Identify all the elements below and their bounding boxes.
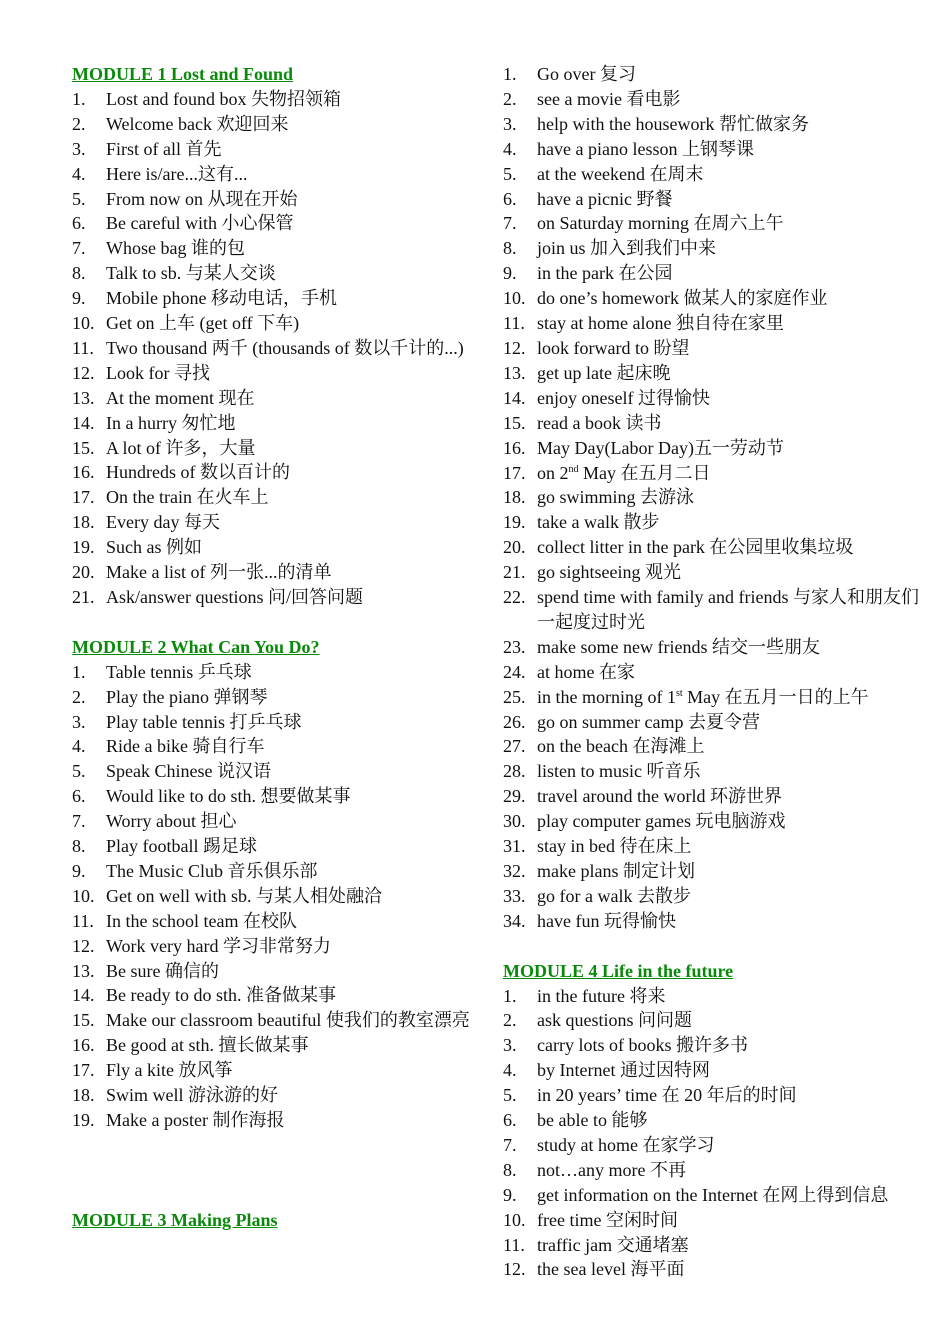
item-text: join us 加入到我们中来 — [537, 238, 717, 259]
vocab-item — [503, 685, 923, 710]
item-number: 33. — [503, 885, 526, 906]
item-number: 16. — [503, 437, 526, 458]
item-text: see a movie 看电影 — [537, 88, 681, 109]
item-number: 12. — [72, 362, 95, 383]
item-text: Go over 复习 — [537, 64, 636, 84]
item-text: by Internet 通过因特网 — [537, 1060, 710, 1081]
item-number: 13. — [503, 362, 526, 383]
item-text: make plans 制定计划 — [537, 861, 695, 881]
vocab-item — [72, 236, 482, 261]
item-number: 30. — [503, 811, 526, 832]
module-2-list — [72, 660, 482, 1133]
item-number: 3. — [72, 138, 86, 159]
module-1-list — [72, 87, 482, 610]
item-text: travel around the world 环游世界 — [537, 786, 782, 807]
item-text: Hundreds of 数以百计的 — [106, 462, 290, 483]
item-number: 18. — [72, 1085, 95, 1106]
vocab-item — [72, 809, 482, 834]
item-text: Look for 寻找 — [106, 362, 210, 383]
item-text: not…any more 不再 — [537, 1159, 686, 1180]
item-number: 7. — [503, 213, 517, 234]
item-text: on the beach 在海滩上 — [537, 736, 705, 757]
vocab-item — [503, 1158, 923, 1183]
vocab-item — [72, 87, 482, 112]
vocab-item — [72, 1058, 482, 1083]
vocab-item — [72, 734, 482, 759]
item-text: in the future 将来 — [537, 985, 666, 1006]
item-text: Ride a bike 骑自行车 — [106, 736, 265, 757]
item-text: Ask/answer questions 问/回答问题 — [106, 587, 363, 608]
vocab-item — [503, 336, 923, 361]
item-text: Be ready to do sth. 准备做某事 — [106, 985, 336, 1006]
item-text: read a book 读书 — [537, 412, 662, 433]
vocab-item — [72, 112, 482, 137]
item-number: 8. — [72, 263, 86, 284]
vocab-item — [72, 660, 482, 685]
item-text: Here is/are...这有... — [106, 163, 248, 184]
item-text: on 2nd May 在五月二日 — [537, 462, 711, 483]
vocab-item — [503, 261, 923, 286]
vocab-item — [72, 336, 482, 361]
vocab-item — [503, 585, 923, 635]
item-text: have a piano lesson 上钢琴课 — [537, 138, 754, 159]
item-text: Table tennis 乒乓球 — [106, 661, 252, 682]
module-2-heading: MODULE 2 What Can You Do? — [72, 636, 320, 657]
item-number: 10. — [503, 1209, 526, 1230]
item-number: 6. — [72, 786, 86, 807]
item-number: 14. — [72, 412, 95, 433]
item-number: 3. — [503, 1035, 517, 1056]
item-number: 14. — [503, 387, 526, 408]
item-number: 24. — [503, 661, 526, 682]
module-1-heading: MODULE 1 Lost and Found — [72, 64, 294, 84]
vocab-item — [503, 436, 923, 461]
item-text: have a picnic 野餐 — [537, 188, 673, 209]
vocab-item — [503, 1183, 923, 1208]
item-text: In a hurry 匆忙地 — [106, 412, 236, 433]
vocab-item — [72, 1033, 482, 1058]
vocab-item — [503, 909, 923, 934]
vocab-item — [72, 585, 482, 610]
vocab-item — [72, 560, 482, 585]
vocab-item — [503, 984, 923, 1009]
vocab-item — [72, 460, 482, 485]
item-text: May Day(Labor Day)五一劳动节 — [537, 437, 784, 458]
item-text: go for a walk 去散步 — [537, 885, 691, 906]
item-number: 9. — [72, 860, 86, 881]
item-text: Mobile phone 移动电话，手机 — [106, 288, 337, 309]
item-text: Lost and found box 失物招领箱 — [106, 88, 341, 109]
vocab-item — [503, 859, 923, 884]
item-number: 3. — [503, 113, 517, 134]
vocab-item — [503, 560, 923, 585]
item-text: First of all 首先 — [106, 138, 222, 159]
item-text: Such as 例如 — [106, 537, 202, 558]
item-number: 22. — [503, 587, 526, 608]
vocab-item — [72, 411, 482, 436]
vocab-item — [72, 187, 482, 212]
item-number: 16. — [72, 1035, 95, 1056]
ordinal-suffix: nd — [568, 463, 579, 475]
item-text: stay at home alone 独自待在家里 — [537, 313, 784, 334]
item-text: Make our classroom beautiful 使我们的教室漂亮 — [106, 1010, 470, 1031]
vocab-item — [503, 1133, 923, 1158]
vocab-item — [503, 1233, 923, 1258]
vocab-item — [503, 461, 923, 486]
vocab-item — [503, 784, 923, 809]
vocab-item — [72, 1083, 482, 1108]
item-text: Make a poster 制作海报 — [106, 1110, 285, 1131]
item-text: Be sure 确信的 — [106, 960, 219, 981]
item-text: enjoy oneself 过得愉快 — [537, 387, 710, 408]
left-column — [72, 62, 482, 1233]
item-number: 12. — [503, 1259, 526, 1280]
item-number: 18. — [503, 487, 526, 508]
item-number: 10. — [503, 288, 526, 309]
vocab-item — [72, 983, 482, 1008]
item-number: 1. — [72, 661, 86, 682]
item-text: have fun 玩得愉快 — [537, 910, 676, 931]
item-number: 5. — [503, 1085, 517, 1106]
item-text: carry lots of books 搬许多书 — [537, 1035, 748, 1056]
item-number: 2. — [503, 88, 517, 109]
item-number: 25. — [503, 686, 526, 707]
item-text: make some new friends 结交一些朋友 — [537, 636, 820, 657]
item-text: Speak Chinese 说汉语 — [106, 761, 271, 782]
item-text: Get on well with sb. 与某人相处融洽 — [106, 885, 382, 906]
item-number: 21. — [503, 562, 526, 583]
vocab-item — [503, 286, 923, 311]
vocab-item — [503, 1083, 923, 1108]
item-text: look forward to 盼望 — [537, 337, 690, 358]
item-number: 15. — [503, 412, 526, 433]
vocab-item — [72, 436, 482, 461]
module-3-list — [503, 62, 923, 934]
item-text: play computer games 玩电脑游戏 — [537, 811, 786, 832]
vocab-item — [503, 1033, 923, 1058]
vocab-item — [503, 187, 923, 212]
item-text: ask questions 问问题 — [537, 1010, 692, 1031]
item-number: 10. — [72, 313, 95, 334]
item-number: 29. — [503, 786, 526, 807]
item-number: 5. — [72, 761, 86, 782]
item-number: 18. — [72, 512, 95, 533]
module-4-heading: MODULE 4 Life in the future — [503, 960, 734, 981]
item-text: Every day 每天 — [106, 512, 220, 533]
item-text: Fly a kite 放风筝 — [106, 1060, 233, 1081]
item-text: Two thousand 两千 (thousands of 数以千计的...) — [106, 337, 464, 358]
item-number: 9. — [503, 1184, 517, 1205]
ordinal-suffix: st — [675, 687, 683, 699]
vocab-item — [72, 1008, 482, 1033]
item-number: 7. — [72, 238, 86, 259]
item-text: Whose bag 谁的包 — [106, 238, 245, 259]
item-number: 15. — [72, 1010, 95, 1031]
item-number: 20. — [503, 537, 526, 558]
item-text: On the train 在火车上 — [106, 487, 269, 508]
item-number: 19. — [72, 1110, 95, 1131]
vocab-item — [503, 510, 923, 535]
item-number: 9. — [72, 288, 86, 309]
vocab-item — [72, 784, 482, 809]
vocab-item — [503, 137, 923, 162]
item-number: 4. — [503, 1060, 517, 1081]
item-number: 11. — [72, 910, 94, 931]
vocab-item — [72, 386, 482, 411]
item-number: 9. — [503, 263, 517, 284]
item-number: 8. — [503, 238, 517, 259]
vocab-item — [503, 311, 923, 336]
item-number: 12. — [72, 935, 95, 956]
vocab-item — [72, 934, 482, 959]
item-text: Get on 上车 (get off 下车) — [106, 313, 300, 334]
item-text: In the school team 在校队 — [106, 910, 297, 931]
item-number: 3. — [72, 711, 86, 732]
item-number: 20. — [72, 562, 95, 583]
item-number: 10. — [72, 885, 95, 906]
item-text: on Saturday morning 在周六上午 — [537, 213, 784, 234]
vocab-item — [72, 859, 482, 884]
item-text: go sightseeing 观光 — [537, 562, 681, 583]
vocab-item — [503, 660, 923, 685]
item-number: 4. — [72, 163, 86, 184]
item-number: 11. — [72, 337, 94, 358]
item-number: 26. — [503, 711, 526, 732]
vocab-item — [72, 510, 482, 535]
vocab-item — [72, 1108, 482, 1133]
item-number: 1. — [72, 88, 86, 109]
item-text: Welcome back 欢迎回来 — [106, 113, 289, 134]
item-number: 19. — [503, 512, 526, 533]
vocab-item — [72, 286, 482, 311]
item-number: 2. — [72, 113, 86, 134]
item-text: From now on 从现在开始 — [106, 188, 298, 209]
module-4-list — [503, 984, 923, 1283]
vocab-item — [503, 1058, 923, 1083]
item-number: 27. — [503, 736, 526, 757]
item-number: 17. — [503, 462, 526, 483]
item-number: 16. — [72, 462, 95, 483]
vocab-item — [72, 759, 482, 784]
item-text: free time 空闲时间 — [537, 1209, 678, 1230]
item-number: 6. — [72, 213, 86, 234]
vocab-item — [503, 87, 923, 112]
item-number: 2. — [503, 1010, 517, 1031]
item-number: 32. — [503, 861, 526, 881]
item-text: do one’s homework 做某人的家庭作业 — [537, 288, 828, 309]
item-text: go on summer camp 去夏令营 — [537, 711, 760, 732]
vocab-item — [503, 361, 923, 386]
item-number: 11. — [503, 1234, 525, 1255]
vocab-item — [72, 311, 482, 336]
vocab-item — [72, 261, 482, 286]
vocab-item — [503, 1208, 923, 1233]
item-number: 5. — [503, 163, 517, 184]
spacer — [72, 610, 482, 635]
vocab-item — [72, 834, 482, 859]
vocab-item — [503, 386, 923, 411]
item-text: Play table tennis 打乒乓球 — [106, 711, 302, 732]
item-text: traffic jam 交通堵塞 — [537, 1234, 689, 1255]
item-number: 13. — [72, 960, 95, 981]
module-3-heading: MODULE 3 Making Plans — [72, 1209, 278, 1230]
item-text: get up late 起床晚 — [537, 362, 671, 383]
item-text: A lot of 许多，大量 — [106, 437, 256, 458]
item-text: Be careful with 小心保管 — [106, 213, 294, 234]
spacer — [503, 934, 923, 959]
item-number: 7. — [72, 811, 86, 832]
item-number: 12. — [503, 337, 526, 358]
item-text: Play football 踢足球 — [106, 836, 257, 857]
vocab-item — [503, 1108, 923, 1133]
item-number: 11. — [503, 313, 525, 334]
vocab-item — [72, 361, 482, 386]
item-text: Make a list of 列一张...的清单 — [106, 562, 332, 583]
vocab-item — [72, 884, 482, 909]
vocab-item — [503, 1257, 923, 1282]
vocab-item — [503, 710, 923, 735]
vocab-item — [503, 734, 923, 759]
item-number: 21. — [72, 587, 95, 608]
item-text: Play the piano 弹钢琴 — [106, 686, 268, 707]
vocab-item — [503, 411, 923, 436]
vocab-item — [72, 710, 482, 735]
item-number: 5. — [72, 188, 86, 209]
vocab-item — [503, 162, 923, 187]
item-number: 34. — [503, 910, 526, 931]
item-number: 17. — [72, 1060, 95, 1081]
item-number: 31. — [503, 836, 526, 857]
item-text: Would like to do sth. 想要做某事 — [106, 786, 351, 807]
vocab-item — [72, 162, 482, 187]
item-text: in the morning of 1st May 在五月一日的上午 — [537, 686, 869, 707]
item-number: 13. — [72, 387, 95, 408]
item-number: 4. — [72, 736, 86, 757]
item-text: get information on the Internet 在网上得到信息 — [537, 1184, 889, 1205]
item-number: 4. — [503, 138, 517, 159]
vocab-item — [503, 485, 923, 510]
item-text: be able to 能够 — [537, 1110, 648, 1131]
item-text: the sea level 海平面 — [537, 1259, 685, 1280]
vocab-item — [503, 809, 923, 834]
item-text: At the moment 现在 — [106, 387, 255, 408]
item-text: study at home 在家学习 — [537, 1134, 715, 1155]
vocab-item — [503, 62, 923, 87]
item-number: 6. — [503, 188, 517, 209]
item-text: help with the housework 帮忙做家务 — [537, 113, 809, 134]
item-text: at the weekend 在周末 — [537, 163, 704, 184]
item-text: Be good at sth. 擅长做某事 — [106, 1035, 309, 1056]
vocab-item — [503, 211, 923, 236]
item-number: 8. — [72, 836, 86, 857]
vocab-item — [72, 137, 482, 162]
item-text: in the park 在公园 — [537, 263, 673, 284]
item-text: collect litter in the park 在公园里收集垃圾 — [537, 537, 854, 558]
item-number: 2. — [72, 686, 86, 707]
item-text: The Music Club 音乐俱乐部 — [106, 860, 318, 881]
item-text: in 20 years’ time 在 20 年后的时间 — [537, 1085, 797, 1106]
item-text: Talk to sb. 与某人交谈 — [106, 263, 276, 284]
item-text: go swimming 去游泳 — [537, 487, 695, 508]
item-text: stay in bed 待在床上 — [537, 836, 692, 857]
item-text: listen to music 听音乐 — [537, 761, 701, 782]
item-number: 1. — [503, 985, 517, 1006]
item-text: Work very hard 学习非常努力 — [106, 935, 332, 956]
item-number: 28. — [503, 761, 526, 782]
item-number: 7. — [503, 1134, 517, 1155]
item-number: 6. — [503, 1110, 517, 1131]
item-text: take a walk 散步 — [537, 512, 660, 533]
item-number: 15. — [72, 437, 95, 458]
vocab-item — [503, 535, 923, 560]
vocab-item — [503, 759, 923, 784]
item-number: 14. — [72, 985, 95, 1006]
item-number: 19. — [72, 537, 95, 558]
vocab-item — [503, 635, 923, 660]
item-text: Worry about 担心 — [106, 811, 237, 832]
item-number: 23. — [503, 636, 526, 657]
vocab-item — [72, 211, 482, 236]
vocab-item — [72, 959, 482, 984]
right-column — [503, 62, 923, 1282]
vocab-item — [503, 112, 923, 137]
item-text: Swim well 游泳游的好 — [106, 1085, 279, 1106]
vocab-item — [72, 685, 482, 710]
item-number: 1. — [503, 64, 517, 84]
vocab-item — [72, 535, 482, 560]
item-number: 17. — [72, 487, 95, 508]
vocab-item — [503, 1008, 923, 1033]
item-text: spend time with family and friends 与家人和朋友们一起度过时光 — [537, 587, 919, 632]
item-text: at home 在家 — [537, 661, 635, 682]
vocab-item — [503, 236, 923, 261]
vocab-item — [503, 884, 923, 909]
vocab-item — [72, 909, 482, 934]
vocab-item — [72, 485, 482, 510]
vocab-item — [503, 834, 923, 859]
spacer — [72, 1133, 482, 1208]
item-number: 8. — [503, 1159, 517, 1180]
